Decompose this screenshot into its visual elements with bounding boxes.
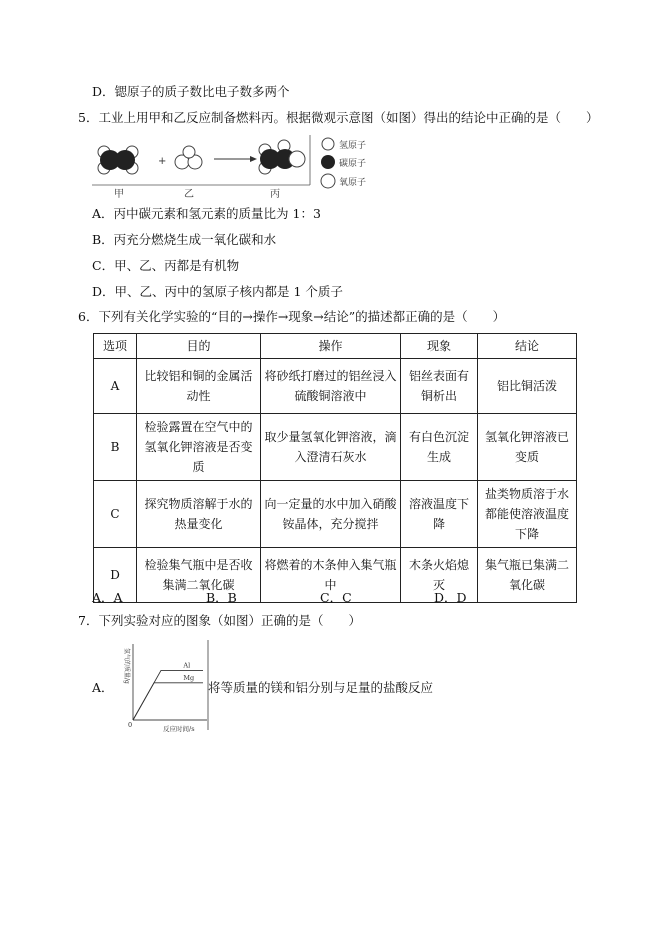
header-purpose: 目的 <box>137 334 261 359</box>
q6-stem: 6．下列有关化学实验的“目的→操作→现象→结论”的描述都正确的是（ ） <box>78 309 506 324</box>
cell-phenomenon: 木条火焰熄灭 <box>401 548 478 603</box>
q5-option-c: C．甲、乙、丙都是有机物 <box>92 258 240 273</box>
cell-operation: 取少量氢氧化钾溶液，滴入澄清石灰水 <box>261 414 401 481</box>
cell-option: B <box>94 414 137 481</box>
q5-option-a: A．丙中碳元素和氢元素的质量比为 1：3 <box>92 206 321 221</box>
q5-stem: 5．工业上用甲和乙反应制备燃料丙。根据微观示意图（如图）得出的结论中正确的是（ ） <box>78 110 599 125</box>
label-yi: 乙 <box>184 189 194 199</box>
label-bing: 丙 <box>270 189 280 199</box>
molecule-jia <box>98 146 138 174</box>
table-row <box>94 481 577 548</box>
molecule-yi <box>175 146 202 169</box>
cell-operation: 将砂纸打磨过的铝丝浸入硫酸铜溶液中 <box>261 359 401 414</box>
cell-phenomenon: 有白色沉淀生成 <box>401 414 478 481</box>
cell-conclusion: 氢氧化钾溶液已变质 <box>478 414 577 481</box>
header-phenomenon: 现象 <box>401 334 478 359</box>
cell-conclusion: 盐类物质溶于水都能使溶液温度下降 <box>478 481 577 548</box>
cell-purpose: 探究物质溶解于水的热量变化 <box>137 481 261 548</box>
cell-phenomenon: 铝丝表面有铜析出 <box>401 359 478 414</box>
origin-label: 0 <box>128 721 133 729</box>
q7-option-a-chart <box>115 638 211 734</box>
header-option: 选项 <box>94 334 137 359</box>
q6-experiment-table <box>93 333 577 603</box>
q5-option-d: D．甲、乙、丙中的氢原子核内都是 1 个质子 <box>92 284 343 299</box>
legend-carbon: 碳原子 <box>339 159 367 169</box>
q6-choice-b: B．B <box>206 590 237 605</box>
header-conclusion: 结论 <box>478 334 577 359</box>
label-jia: 甲 <box>114 189 124 199</box>
cell-purpose: 检验集气瓶中是否收集满二氧化碳 <box>137 548 261 603</box>
q5-molecule-diagram <box>92 135 382 199</box>
table-row <box>94 359 577 414</box>
series-line-mg <box>133 683 203 720</box>
legend-oxygen: 氧原子 <box>339 178 367 188</box>
cell-operation: 将燃着的木条伸入集气瓶中 <box>261 548 401 603</box>
molecule-bing <box>259 140 305 174</box>
q6-choices <box>92 588 548 606</box>
q7-option-a-letter: A． <box>92 680 114 695</box>
q4-option-d: D．锶原子的质子数比电子数多两个 <box>92 84 290 99</box>
table-header-row <box>94 334 577 359</box>
header-operation: 操作 <box>261 334 401 359</box>
cell-option: A <box>94 359 137 414</box>
series-label-al: Al <box>183 661 191 670</box>
cell-conclusion: 集气瓶已集满二氧化碳 <box>478 548 577 603</box>
q6-choice-d: D．D <box>434 590 467 605</box>
cell-purpose: 检验露置在空气中的氢氧化钾溶液是否变质 <box>137 414 261 481</box>
x-axis-label: 反应时间/s <box>163 725 195 733</box>
cell-operation: 向一定量的水中加入硝酸铵晶体，充分搅拌 <box>261 481 401 548</box>
cell-option: C <box>94 481 137 548</box>
q6-choice-c: C．C <box>320 590 352 605</box>
plus-sign: + <box>158 156 167 167</box>
cell-option: D <box>94 548 137 603</box>
q7-option-a-text: 将等质量的镁和铝分别与足量的盐酸反应 <box>208 680 434 695</box>
legend-hydrogen: 氢原子 <box>339 141 367 151</box>
q5-option-b: B．丙充分燃烧生成一氧化碳和水 <box>92 232 277 247</box>
y-axis-label: 氢气的质量/g <box>123 648 130 684</box>
q6-choice-a: A．A <box>92 590 123 605</box>
table-row <box>94 414 577 481</box>
q7-stem: 7．下列实验对应的图象（如图）正确的是（ ） <box>78 613 361 628</box>
series-label-mg: Mg <box>183 673 195 682</box>
cell-phenomenon: 溶液温度下降 <box>401 481 478 548</box>
cell-conclusion: 铝比铜活泼 <box>478 359 577 414</box>
cell-purpose: 比较铝和铜的金属活动性 <box>137 359 261 414</box>
